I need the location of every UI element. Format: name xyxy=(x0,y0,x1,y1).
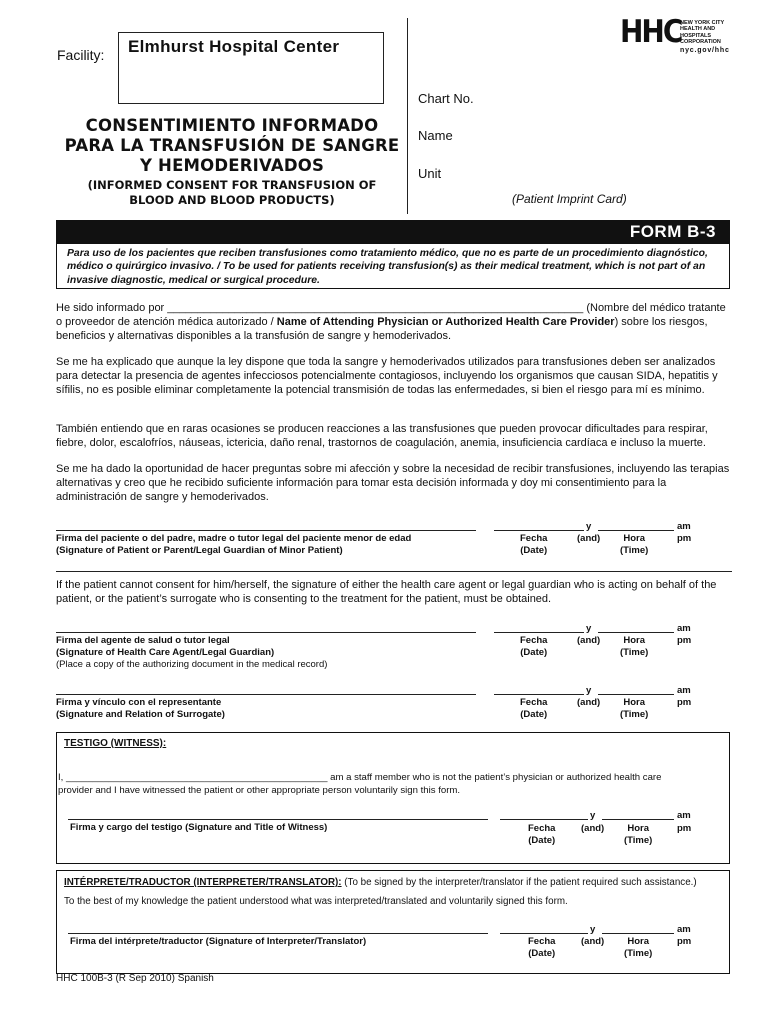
fecha-text: Fecha xyxy=(520,533,548,544)
witness-signature-label: Firma y cargo del testigo (Signature and Title of Witness) xyxy=(70,822,328,833)
hhc-logo xyxy=(620,13,740,68)
fecha-label xyxy=(520,533,547,557)
interpreter-statement: To the best of my knowledge the patient understood what was interpreted/translated and voluntarily signed this form. xyxy=(64,896,568,907)
interpreter-signature-line[interactable] xyxy=(68,933,488,934)
y-label: y xyxy=(590,924,596,935)
time-text: (Time) xyxy=(624,835,653,846)
title-line-3: Y HEMODERIVADOS xyxy=(139,156,325,175)
title-line-1: CONSENTIMIENTO INFORMADO xyxy=(85,116,379,135)
fecha-label xyxy=(520,635,547,659)
agent-signature-line[interactable] xyxy=(56,632,476,633)
hora-text: Hora xyxy=(623,697,645,708)
interpreter-date-line[interactable] xyxy=(500,933,588,934)
patient-signature-label xyxy=(56,533,411,557)
facility-name: Elmhurst Hospital Center xyxy=(128,37,340,56)
label-line: Firma y vínculo con el representante xyxy=(56,697,222,708)
fecha-text: Fecha xyxy=(528,823,556,834)
y-label: y xyxy=(590,810,596,821)
notice-box xyxy=(56,244,730,289)
pm-label: pm xyxy=(677,936,692,947)
interpreter-heading xyxy=(64,877,724,888)
label-line: (Place a copy of the authorizing document in the medical record) xyxy=(56,659,328,670)
y-label: y xyxy=(586,623,592,634)
hora-label xyxy=(620,697,648,721)
surrogate-date-line[interactable] xyxy=(494,694,584,695)
time-text: (Time) xyxy=(624,948,653,959)
and-label: (and) xyxy=(581,823,605,834)
witness-line: provider and I have witnessed the patient or other appropriate person voluntarily sign this form. xyxy=(58,785,461,796)
witness-heading: TESTIGO (WITNESS): xyxy=(64,738,167,749)
logo-corp-line: HOSPITALS xyxy=(680,32,712,39)
witness-statement xyxy=(58,771,724,797)
logo-corp-text xyxy=(680,20,744,45)
hora-label xyxy=(620,533,648,557)
logo-url: nyc.gov/hhc xyxy=(680,47,730,54)
am-label: am xyxy=(677,810,691,821)
pm-label: pm xyxy=(677,533,692,544)
interpreter-time-line[interactable] xyxy=(602,933,674,934)
date-text: (Date) xyxy=(528,835,556,846)
label-line: (Signature and Relation of Surrogate) xyxy=(56,709,225,720)
pm-label: pm xyxy=(677,635,692,646)
paragraph-surrogate: If the patient cannot consent for him/herself, the signature of either the health care agent or legal guardian who is acting on behalf of the patient, or the patient’s surrogate who is consenting to the treatment for the patient, must be obtained. xyxy=(56,579,717,605)
subtitle-line-1: (INFORMED CONSENT FOR TRANSFUSION OF xyxy=(87,178,377,192)
paragraph-text: ) sobre los riesgos, beneficios y alternativas disponibles a la transfusión de sangre y hemoderivados. xyxy=(56,315,708,342)
am-label: am xyxy=(677,685,691,696)
agent-date-line[interactable] xyxy=(494,632,584,633)
hora-label xyxy=(624,936,652,960)
label-line: (Signature of Health Care Agent/Legal Guardian) xyxy=(56,647,275,658)
subtitle-line-2: BLOOD AND BLOOD PRODUCTS) xyxy=(129,193,335,207)
header-divider xyxy=(407,18,408,214)
form-code: FORM B-3 xyxy=(629,222,716,241)
time-text: (Time) xyxy=(620,647,649,658)
surrogate-signature-label xyxy=(56,697,225,721)
hora-text: Hora xyxy=(627,936,649,947)
paragraph-reactions: También entiendo que en raras ocasiones se producen reacciones a las transfusiones que pueden provocar dificultades para respirar, fiebre, dolor, escalofríos, náuseas, ictericia, daño renal, trastornos de coagulación, anemia, insuficiencia cardíaca e incluso la muerte. xyxy=(56,423,708,449)
surrogate-time-line[interactable] xyxy=(598,694,674,695)
witness-line: I, _________________________________________________ am a staff member who is not the patient’s physician or authorized health care xyxy=(58,772,662,783)
notice-text: Para uso de los pacientes que reciben transfusiones como tratamiento médico, que no es parte de un procedimiento diagnóstico, médico o quirúrgico invasivo. / To be used for patients receiving transfusion(s) as their medical treatment, which is not part of an invasive diagnostic, medical or surgical procedure. xyxy=(67,248,708,286)
fecha-text: Fecha xyxy=(520,635,548,646)
form-title xyxy=(62,116,402,208)
interpreter-signature-label: Firma del intérprete/traductor (Signature of Interpreter/Translator) xyxy=(70,936,367,947)
paragraph-questions: Se me ha dado la oportunidad de hacer preguntas sobre mi afección y sobre la necesidad de recibir transfusiones, incluyendo las terapias alternativas y creo que he recibido suficiente información para tomar esta decisión informada y doy mi consentimiento para la administración de sangre y hemoderivados. xyxy=(56,463,730,503)
logo-corp-line: NEW YORK CITY xyxy=(680,20,725,26)
am-label: am xyxy=(677,924,691,935)
and-label: (and) xyxy=(577,697,601,708)
witness-time-line[interactable] xyxy=(602,819,674,820)
fecha-label xyxy=(528,823,555,847)
hora-label xyxy=(620,635,648,659)
surrogate-signature-line[interactable] xyxy=(56,694,476,695)
logo-corp-line: CORPORATION xyxy=(680,38,721,45)
paragraph-informed-by xyxy=(56,302,732,343)
name-label: Name xyxy=(418,128,453,143)
pm-label: pm xyxy=(677,823,692,834)
hora-text: Hora xyxy=(623,635,645,646)
pm-label: pm xyxy=(677,697,692,708)
interpreter-heading-text: INTÉRPRETE/TRADUCTOR (INTERPRETER/TRANSLATOR): xyxy=(64,877,342,888)
and-label: (and) xyxy=(577,635,601,646)
imprint-label: (Patient Imprint Card) xyxy=(512,192,627,206)
date-text: (Date) xyxy=(520,545,548,556)
title-line-2: PARA LA TRANSFUSIÓN DE SANGRE xyxy=(64,136,400,155)
section-divider xyxy=(56,571,732,572)
paragraph-text: He sido informado por ____________________________________________________________________ (Nombre del médico tratante o proveedor de atención médica autorizado / xyxy=(56,302,726,328)
and-label: (and) xyxy=(577,533,601,544)
label-line: Firma del agente de salud o tutor legal xyxy=(56,635,230,646)
chart-no-label: Chart No. xyxy=(418,91,474,106)
agent-time-line[interactable] xyxy=(598,632,674,633)
time-text: (Time) xyxy=(620,709,649,720)
patient-time-line[interactable] xyxy=(598,530,674,531)
y-label: y xyxy=(586,521,592,532)
label-line: (Signature of Patient or Parent/Legal Guardian of Minor Patient) xyxy=(56,545,343,556)
date-text: (Date) xyxy=(520,647,548,658)
label-line: Firma del paciente o del padre, madre o tutor legal del paciente menor de edad xyxy=(56,533,412,544)
y-label: y xyxy=(586,685,592,696)
form-banner xyxy=(56,220,730,244)
am-label: am xyxy=(677,623,691,634)
hora-label xyxy=(624,823,652,847)
fecha-text: Fecha xyxy=(528,936,556,947)
facility-label: Facility: xyxy=(57,47,105,63)
agent-signature-label xyxy=(56,635,327,671)
unit-label: Unit xyxy=(418,166,442,181)
fecha-label xyxy=(520,697,547,721)
logo-corp-line: HEALTH AND xyxy=(680,26,716,33)
and-label: (and) xyxy=(581,936,605,947)
am-label: am xyxy=(677,521,691,532)
form-footer-code: HHC 100B-3 (R Sep 2010) Spanish xyxy=(56,973,214,984)
logo-mark: HHC xyxy=(620,13,682,50)
patient-date-line[interactable] xyxy=(494,530,584,531)
fecha-label xyxy=(528,936,555,960)
hora-text: Hora xyxy=(627,823,649,834)
patient-signature-line[interactable] xyxy=(56,530,476,531)
witness-signature-line[interactable] xyxy=(68,819,488,820)
paragraph-testing: Se me ha explicado que aunque la ley dispone que toda la sangre y hemoderivados utilizados para transfusiones deben ser analizados para detectar la presencia de agentes infecciosos potencialmente contagiosos, incluyendo los organismos que causan SIDA, hepatitis y sífilis, no es posible eliminar completamente la potencial transmisión de todas las enfermedades, si bien el riesgo para mí es mínimo. xyxy=(56,356,718,396)
date-text: (Date) xyxy=(528,948,556,959)
hora-text: Hora xyxy=(623,533,645,544)
fecha-text: Fecha xyxy=(520,697,548,708)
date-text: (Date) xyxy=(520,709,548,720)
paragraph-bold-text: Name of Attending Physician or Authorized Health Care Provider xyxy=(276,315,615,328)
interpreter-heading-note: (To be signed by the interpreter/translator if the patient required such assistance.) xyxy=(341,877,697,888)
witness-date-line[interactable] xyxy=(500,819,588,820)
time-text: (Time) xyxy=(620,545,649,556)
